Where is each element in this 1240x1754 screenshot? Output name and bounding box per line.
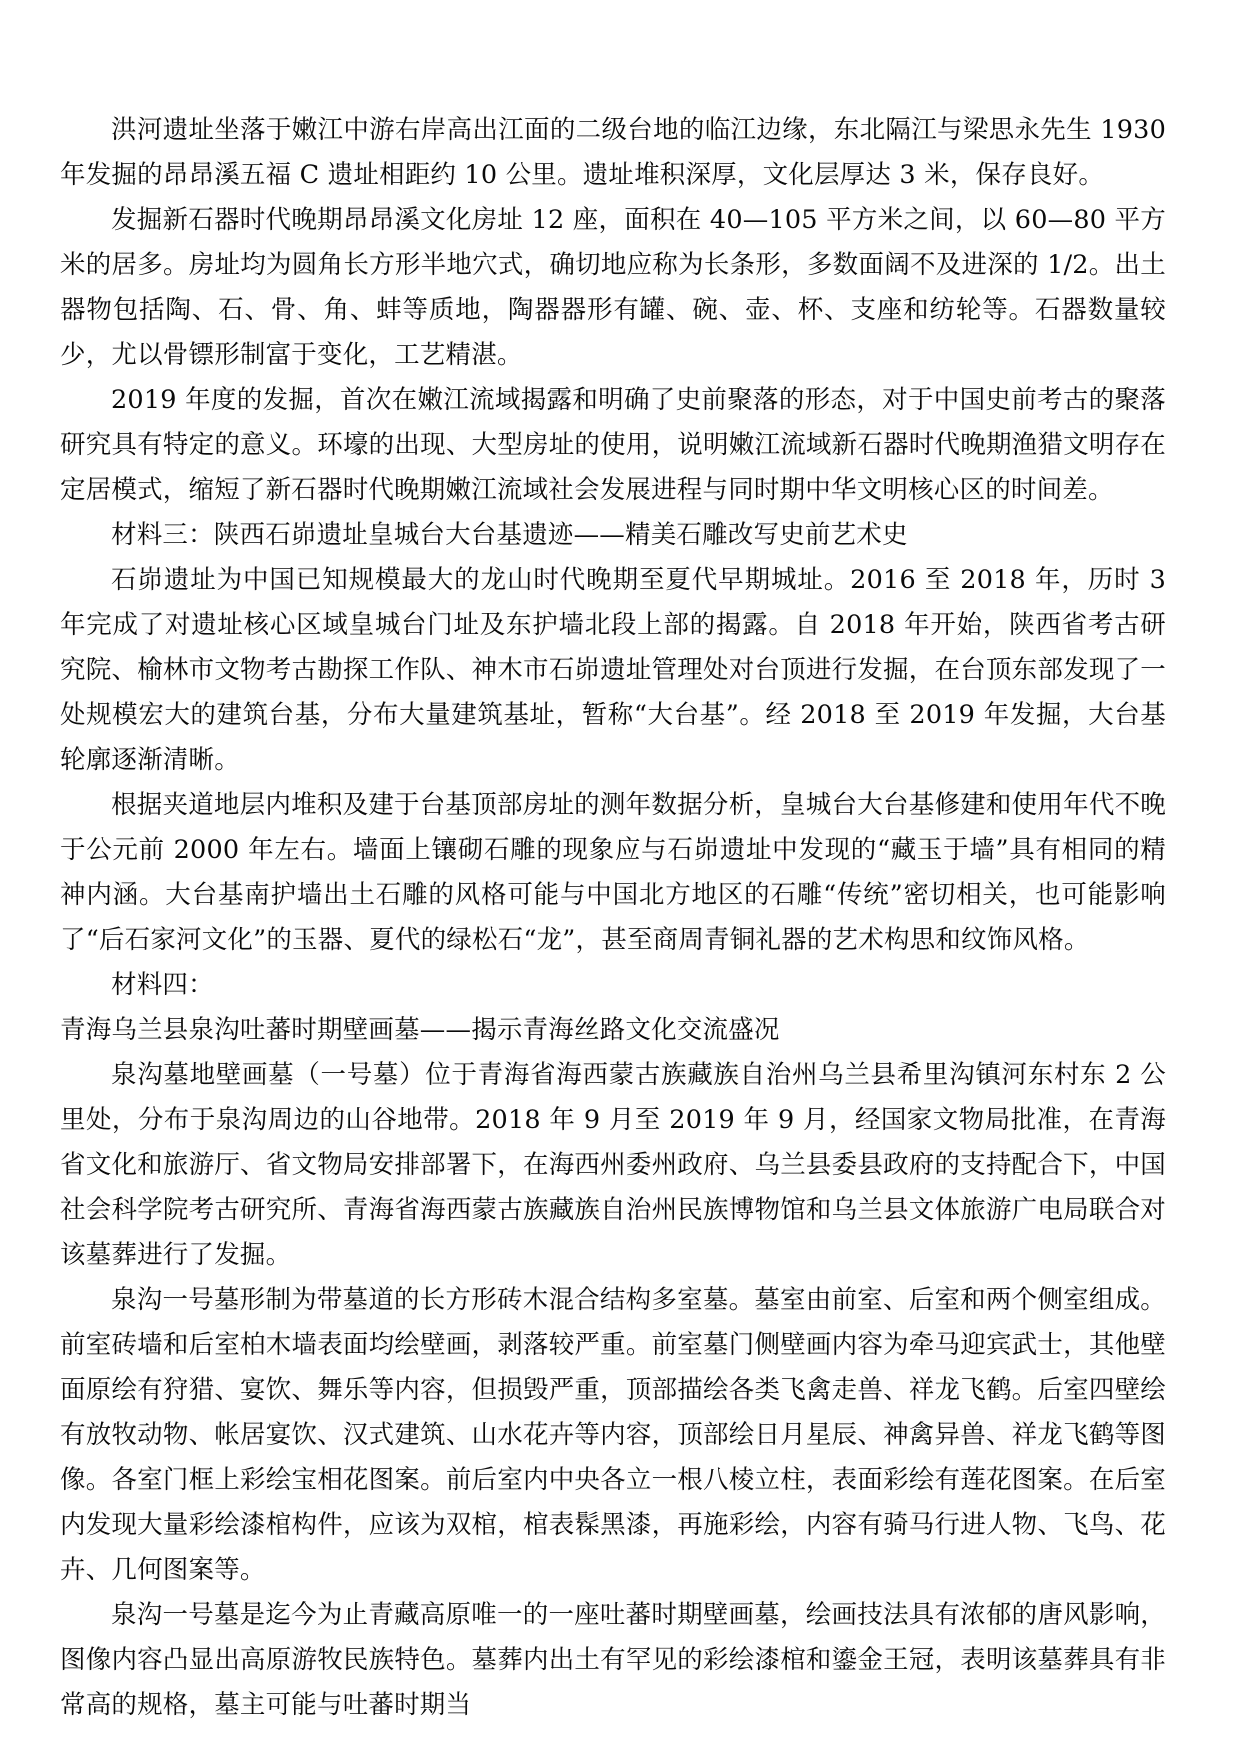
paragraph-shimao-stone-carving-style: 根据夹道地层内堆积及建于台基顶部房址的测年数据分析，皇城台大台基修建和使用年代不晚于公元前 2000 年左右。墙面上镶砌石雕的现象应与石峁遗址中发现的“藏玉于墙”具有相同的精神内涵。大台基南护墙出土石雕的风格可能与中国北方地区的石雕“传统”密切相关，也可能影响了“后石家河文化”的玉器、夏代的绿松石“龙”，甚至商周青铜礼器的艺术构思和纹饰风格。 — [60, 790, 1166, 955]
paragraph-quangou-tomb-structure: 泉沟一号墓形制为带墓道的长方形砖木混合结构多室墓。墓室由前室、后室和两个侧室组成。前室砖墙和后室柏木墙表面均绘壁画，剥落较严重。前室墓门侧壁画内容为牵马迎宾武士，其他壁面原绘有狩猎、宴饮、舞乐等内容，但损毁严重，顶部描绘各类飞禽走兽、祥龙飞鹤。后室四壁绘有放牧动物、帐居宴饮、汉式建筑、山水花卉等内容，顶部绘日月星辰、神禽异兽、祥龙飞鹤等图像。各室门框上彩绘宝相花图案。前后室内中央各立一根八棱立柱，表面彩绘有莲花图案。在后室内发现大量彩绘漆棺构件，应该为双棺，棺表髹黑漆，再施彩绘，内容有骑马行进人物、飞鸟、花卉、几何图案等。 — [60, 1285, 1166, 1585]
paragraph-neolithic-house-excavation: 发掘新石器时代晚期昂昂溪文化房址 12 座，面积在 40—105 平方米之间，以 60—80 平方米的居多。房址均为圆角长方形半地穴式，确切地应称为长条形，多数面阔不及进深的 1/2。出土器物包括陶、石、骨、角、蚌等质地，陶器器形有罐、碗、壶、杯、支座和纺轮等。石器数量较少，尤以骨镖形制富于变化，工艺精湛。 — [60, 205, 1166, 370]
paragraph-quangou-tomb-significance: 泉沟一号墓是迄今为止青藏高原唯一的一座吐蕃时期壁画墓，绘画技法具有浓郁的唐风影响，图像内容凸显出高原游牧民族特色。墓葬内出土有罕见的彩绘漆棺和鎏金王冠，表明该墓葬具有非常高的规格，墓主可能与吐蕃时期当 — [60, 1600, 1166, 1720]
paragraph-2019-excavation-significance: 2019 年度的发掘，首次在嫩江流域揭露和明确了史前聚落的形态，对于中国史前考古的聚落研究具有特定的意义。环壕的出现、大型房址的使用，说明嫩江流域新石器时代晚期渔猎文明存在定居模式，缩短了新石器时代晚期嫩江流域社会发展进程与同时期中华文明核心区的时间差。 — [60, 385, 1166, 505]
paragraph-quangou-tomb-location: 泉沟墓地壁画墓（一号墓）位于青海省海西蒙古族藏族自治州乌兰县希里沟镇河东村东 2 公里处，分布于泉沟周边的山谷地带。2018 年 9 月至 2019 年 9 月，经国家文物局批准，在青海省文化和旅游厅、省文物局安排部署下，在海西州委州政府、乌兰县委县政府的支持配合下，中国社会科学院考古研究所、青海省海西蒙古族藏族自治州民族博物馆和乌兰县文体旅游广电局联合对该墓葬进行了发掘。 — [60, 1060, 1166, 1270]
material-four-subheading: 青海乌兰县泉沟吐蕃时期壁画墓——揭示青海丝路文化交流盛况 — [60, 1015, 780, 1045]
paragraph-shimao-site-overview: 石峁遗址为中国已知规模最大的龙山时代晚期至夏代早期城址。2016 至 2018 年，历时 3 年完成了对遗址核心区域皇城台门址及东护墙北段上部的揭露。自 2018 年开始，陕西省考古研究院、榆林市文物考古勘探工作队、神木市石峁遗址管理处对台顶进行发掘，在台顶东部发现了一处规模宏大的建筑台基，分布大量建筑基址，暂称“大台基”。经 2018 至 2019 年发掘，大台基轮廓逐渐清晰。 — [60, 565, 1166, 775]
material-three-heading: 材料三：陕西石峁遗址皇城台大台基遗迹——精美石雕改写史前艺术史 — [111, 520, 908, 550]
document-body — [60, 108, 1166, 1728]
material-four-label: 材料四： — [111, 970, 214, 1000]
paragraph-hong-he-site-location: 洪河遗址坐落于嫩江中游右岸高出江面的二级台地的临江边缘，东北隔江与梁思永先生 1930 年发掘的昂昂溪五福 C 遗址相距约 10 公里。遗址堆积深厚，文化层厚达 3 米，保存良好。 — [60, 115, 1166, 190]
